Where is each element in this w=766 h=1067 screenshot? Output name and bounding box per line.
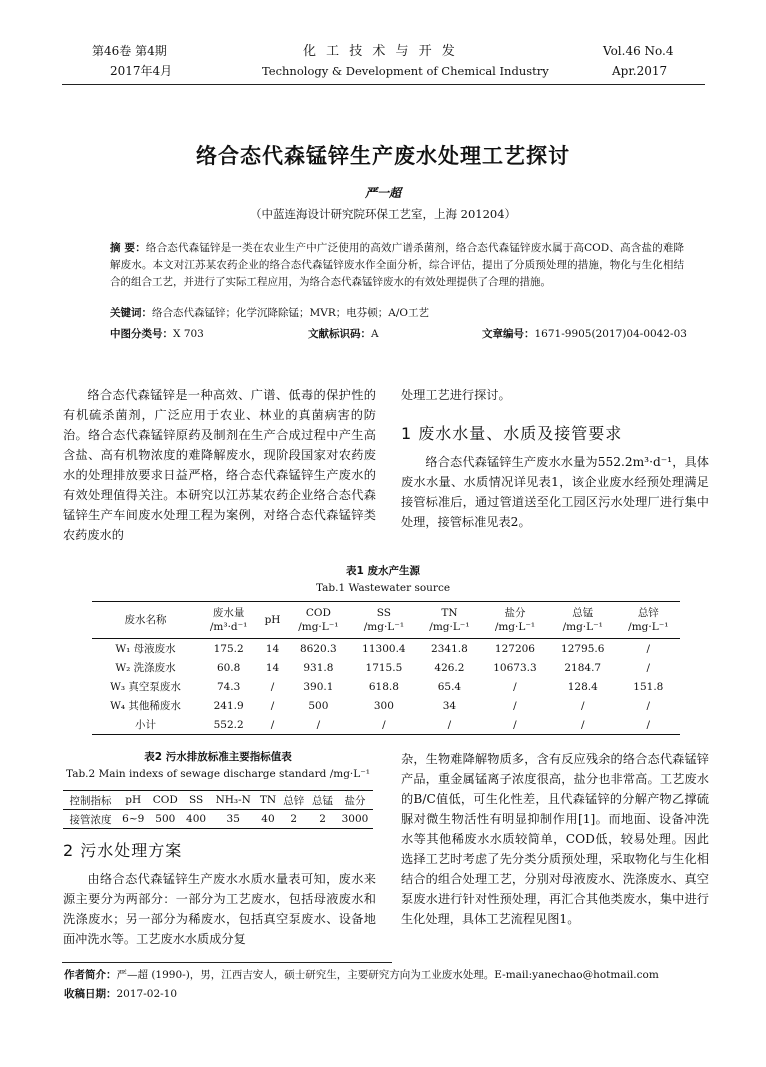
table-cell: 2341.8 (431, 642, 468, 655)
article-value: 1671-9905(2017)04-0042-03 (534, 328, 687, 340)
table-2 (63, 790, 373, 829)
table-cell: / (513, 718, 517, 731)
header-date-en: Apr.2017 (612, 64, 668, 78)
table-1-header-unit: /mg·L⁻¹ (562, 621, 603, 633)
table-cell: / (513, 699, 517, 712)
table-cell: 400 (186, 813, 207, 825)
table-cell: W₂ 洗涤废水 (115, 662, 176, 674)
table-2-header-cell: 盐分 (344, 794, 366, 807)
section-2-text-left: 由络合态代森锰锌生产废水水质水量表可知，废水来源主要分为两部分：一部分为工艺废水，包括母液废水和洗涤废水；另一部分为稀废水，包括真空泵废水、设备地面冲洗水等。工艺废水水质成分复 (63, 872, 376, 946)
table-cell: 35 (226, 813, 240, 825)
table-2-header-cell: pH (125, 794, 142, 806)
table-1-header-unit: /mg·L⁻¹ (363, 621, 405, 633)
table-row (63, 810, 373, 829)
article-label: 文章编号： (482, 328, 535, 340)
table-cell: 40 (261, 813, 275, 825)
table-2-header-cell: COD (152, 794, 178, 806)
table-cell: 500 (155, 813, 176, 825)
table-cell: 618.8 (368, 680, 399, 693)
table-cell: 8620.3 (299, 642, 337, 655)
section-1-heading: 1 废水水量、水质及接管要求 (401, 424, 623, 443)
table-cell: 127206 (494, 642, 535, 655)
table-row (92, 715, 680, 735)
table-cell: / (382, 718, 386, 731)
table-1 (92, 601, 680, 735)
table-1-header-unit: /mg·L⁻¹ (628, 621, 669, 633)
table-1-header-cell (481, 602, 549, 639)
table-1-header-label: 盐分 (504, 607, 526, 619)
table-cell: 390.1 (303, 680, 334, 693)
article-number (482, 326, 687, 341)
header-rule (62, 84, 705, 85)
paper-title: 络合态代森锰锌生产废水处理工艺探讨 (196, 144, 570, 168)
table-1-caption-en: Tab.1 Wastewater source (315, 582, 451, 594)
clc-number (110, 326, 204, 341)
author-bio-text: 严—超 (1990-)，男，江西吉安人，硕士研究生，主要研究方向为工业废水处理。E-mail:yanechao@hotmail.com (116, 969, 659, 981)
received-text: 2017-02-10 (116, 988, 178, 1000)
header-volume-en: Vol.46 No.4 (603, 44, 674, 58)
table-cell: 2184.7 (564, 661, 602, 674)
table-cell: 3000 (341, 813, 369, 825)
table-cell: W₃ 真空泵废水 (110, 681, 181, 693)
abstract-label: 摘 要： (110, 242, 146, 254)
table-cell: / (270, 699, 275, 712)
table-row (92, 677, 680, 696)
section-2-heading: 2 污水处理方案 (63, 841, 183, 860)
table-cell: W₄ 其他稀废水 (110, 700, 181, 712)
intro-paragraph-right: 处理工艺进行探讨。 (401, 388, 511, 402)
table-row (92, 696, 680, 715)
table-cell: 300 (373, 699, 394, 712)
table-cell: 14 (265, 661, 280, 674)
received-label: 收稿日期： (64, 988, 117, 1000)
table-1-header-unit: /mg·L⁻¹ (494, 621, 536, 633)
intro-paragraph-left: 络合态代森锰锌是一种高效、广谱、低毒的保护性的有机硫杀菌剂，广泛应用于农业、林业的真菌病害的防治。络合态代森锰锌原药及制剂在生产合成过程中产生高含盐、高有机物浓度的难降解废水，现阶段国家对农药废水的处理排放要求日益严格，络合态代森锰锌生产废水的有效处理值得关注。本研究以江苏某农药企业络合态代森锰锌生产车间废水处理工程为案例，对络合态代森锰锌类农药废水的 (63, 388, 376, 542)
table-cell: 1715.5 (365, 661, 403, 674)
table-1-header-cell (350, 602, 418, 639)
table-cell: 12795.6 (561, 642, 605, 655)
table-1-header-cell (549, 602, 617, 639)
table-1-header-label: 废水量 (212, 607, 245, 619)
header-journal-en: Technology & Development of Chemical Industry (262, 64, 549, 78)
received-date (64, 986, 177, 1001)
table-2-header-cell: 总锰 (312, 794, 334, 807)
keywords-text: 络合态代森锰锌；化学沉降除锰；MVR；电芬顿；A/O工艺 (152, 307, 429, 319)
table-1-caption-cn: 表1 废水产生源 (346, 565, 420, 577)
table-cell: 2 (290, 813, 298, 825)
author: 严一超 (364, 186, 401, 200)
table-1-header-label: 总锌 (637, 607, 659, 619)
table-2-header-cell: SS (188, 794, 204, 806)
table-cell: / (580, 699, 585, 712)
table-cell: W₁ 母液废水 (115, 643, 176, 655)
table-cell: / (580, 718, 585, 731)
table-2-header-cell: NH₃-N (215, 794, 251, 806)
keywords (110, 305, 429, 320)
table-cell: 60.8 (216, 661, 241, 674)
table-cell: / (270, 718, 275, 731)
table-1-header-label: 废水名称 (124, 614, 167, 626)
table-cell: / (316, 718, 321, 731)
table-cell: 接管浓度 (69, 813, 112, 826)
table-1-header-label: 总锰 (572, 607, 594, 619)
doc-label: 文献标识码： (308, 328, 371, 340)
table-cell: 74.3 (216, 680, 241, 693)
table-cell: 426.2 (434, 661, 465, 674)
table-row (92, 639, 680, 659)
table-cell: 小计 (134, 719, 156, 731)
table-1-header-label: SS (376, 607, 391, 619)
table-cell: / (270, 680, 275, 693)
header-volume-cn: 第46卷 第4期 (92, 44, 167, 58)
table-2-caption-cn: 表2 污水排放标准主要指标值表 (144, 751, 292, 763)
table-1-header-label: COD (305, 607, 331, 619)
author-bio (64, 967, 704, 982)
table-cell: / (646, 642, 651, 655)
doc-value: A (371, 328, 379, 340)
table-1-header-row (92, 602, 680, 639)
table-cell: 500 (308, 699, 329, 712)
table-1-header-cell (199, 602, 258, 639)
table-1-header-unit: /mg·L⁻¹ (429, 621, 470, 633)
header-date-cn: 2017年4月 (110, 64, 173, 78)
table-2-header-row (63, 791, 373, 810)
section-2-text-right: 杂，生物难降解物质多，含有反应残余的络合态代森锰锌产品，重金属锰离子浓度很高，盐分也非常高。工艺废水的B/C值低，可生化性差，且代森锰锌的分解产物乙撑硫脲对微生物活性有明显抑制作用[1]。而地面、设备冲洗水等其他稀废水水质较简单，COD低，较易处理。因此选择工艺时考虑了先分类分质预处理，采取物化与生化相结合的组合处理工艺，分别对母液废水、洗涤废水、真空泵废水进行针对性预处理，再汇合其他类废水，集中进行生化处理，具体工艺流程见图1。 (401, 752, 709, 926)
table-1-header-unit: /m³·d⁻¹ (209, 621, 248, 633)
table-cell: 14 (265, 642, 280, 655)
table-1-header-label: pH (264, 614, 281, 626)
header-journal-cn: 化 工 技 术 与 开 发 (303, 44, 458, 59)
table-cell: 931.8 (303, 661, 334, 674)
table-1-header-cell (617, 602, 680, 639)
clc-value: X 703 (173, 328, 204, 340)
table-cell: / (646, 699, 651, 712)
table-cell: 11300.4 (362, 642, 406, 655)
table-cell: / (447, 718, 452, 731)
table-cell: 241.9 (213, 699, 244, 712)
table-cell: 65.4 (437, 680, 462, 693)
table-cell: / (646, 718, 651, 731)
clc-label: 中图分类号： (110, 328, 173, 340)
table-cell: / (513, 680, 517, 693)
table-cell: 34 (442, 699, 457, 712)
table-2-header-cell: 控制指标 (69, 794, 112, 807)
table-2-caption-en: Tab.2 Main indexs of sewage discharge standard /mg·L⁻¹ (66, 768, 370, 780)
table-1-header-cell (418, 602, 481, 639)
abstract (110, 240, 684, 291)
table-cell: 2 (319, 813, 326, 825)
abstract-text: 络合态代森锰锌是一类在农业生产中广泛使用的高效广谱杀菌剂，络合态代森锰锌废水属于高COD、高含盐的难降解废水。本文对江苏某农药企业的络合态代森锰锌废水作全面分析，综合评估，提出了分质预处理的措施，物化与生化相结合的组合工艺，并进行了实际工程应用，为络合态代森锰锌废水的有效处理提供了合理的措施。 (110, 242, 685, 288)
section-1-text: 络合态代森锰锌生产废水水量为552.2m³·d⁻¹，具体废水水量、水质情况详见表1，该企业废水经预处理满足接管标准后，通过管道送至化工园区污水处理厂进行集中处理，接管标准见表2。 (401, 455, 709, 529)
keywords-label: 关键词： (110, 307, 152, 319)
table-cell: 151.8 (633, 680, 664, 693)
footnote-rule (62, 962, 392, 963)
table-1-header-label: TN (441, 607, 458, 619)
table-cell: 552.2 (213, 718, 244, 731)
table-cell: 128.4 (567, 680, 598, 693)
table-cell: 10673.3 (493, 661, 537, 674)
table-2-header-cell: 总锌 (283, 794, 305, 807)
table-1-header-cell (258, 602, 286, 639)
author-bio-label: 作者简介： (64, 969, 117, 981)
table-1-header-cell (92, 602, 199, 639)
table-cell: 175.2 (213, 642, 244, 655)
table-row (92, 658, 680, 677)
table-2-header-cell: TN (259, 794, 277, 806)
table-cell: 6~9 (122, 813, 145, 825)
table-1-header-unit: /mg·L⁻¹ (298, 621, 339, 633)
table-1-header-cell (287, 602, 350, 639)
table-cell: / (646, 661, 651, 674)
document-code (308, 326, 379, 341)
affiliation: （中蓝连海设计研究院环保工艺室，上海 201204） (249, 207, 517, 221)
